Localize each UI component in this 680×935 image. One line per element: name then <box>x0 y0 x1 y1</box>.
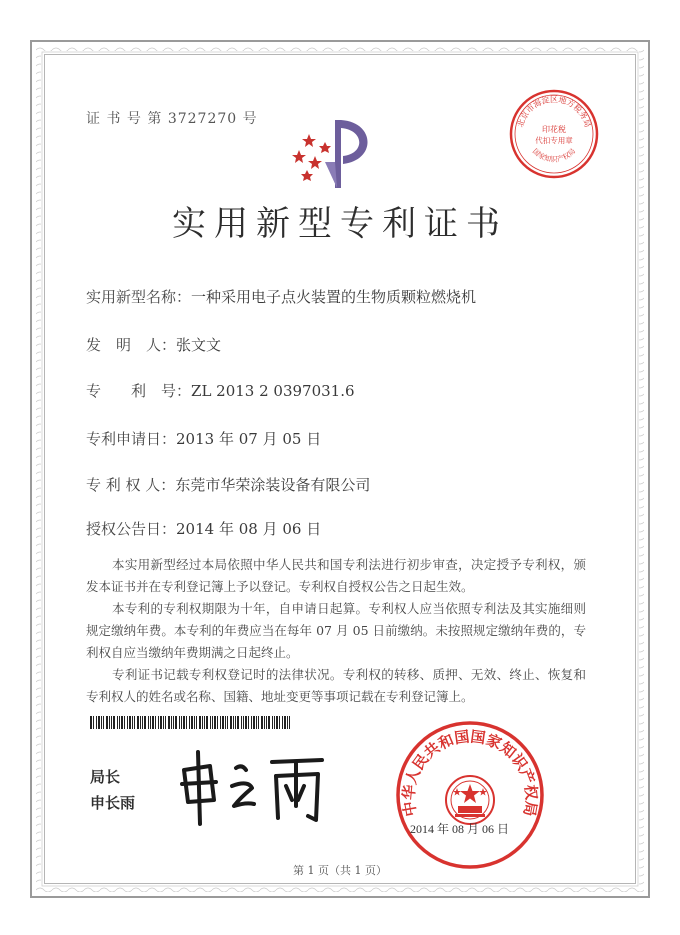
barcode-bar <box>137 716 139 729</box>
field-value: 一种采用电子点火装置的生物质颗粒燃烧机 <box>191 288 477 306</box>
logo-star-icon <box>308 156 322 169</box>
barcode-bar <box>101 716 102 729</box>
certificate-number <box>86 108 258 128</box>
seal-ring-text: 北京市海淀区地方税务局 <box>515 95 593 129</box>
barcode-bar <box>93 716 94 729</box>
national-emblem-icon <box>446 776 494 824</box>
barcode-bar <box>196 716 197 729</box>
barcode-bar <box>248 716 249 729</box>
barcode-bar <box>206 716 208 729</box>
page-footer: 第 1 页（共 1 页） <box>293 864 387 877</box>
body-paragraph-2: 本专利的专利权期限为十年，自申请日起算。专利权人应当依照专利法及其实施细则规定缴纳年费。本专利的年费应当在每年 07 月 05 日前缴纳。未按照规定缴纳年费的，专利权自应当缴纳年费期满之日起终止。 <box>86 601 586 660</box>
field-value: 2013 年 07 月 05 日 <box>176 430 322 448</box>
barcode-bar <box>134 716 135 729</box>
field-value: 2014 年 08 月 06 日 <box>176 520 322 538</box>
field-value: 东莞市华荣涂装设备有限公司 <box>175 476 371 494</box>
patent-office-logo <box>285 112 385 192</box>
barcode-bar <box>264 716 265 729</box>
signature-title: 局长 <box>90 768 121 786</box>
barcode-bar <box>148 716 149 729</box>
barcode-bar <box>251 716 252 729</box>
handwritten-signature <box>170 740 330 830</box>
barcode-bar <box>127 716 128 729</box>
field-value: 张文文 <box>176 336 222 354</box>
barcode-bar <box>284 716 286 729</box>
field-label: 专 利 号： <box>86 382 192 400</box>
field-label: 发 明 人： <box>86 336 177 354</box>
big-seal-ring-text: 中华人民共和国国家知识产权局 <box>399 727 541 818</box>
barcode-bar <box>289 716 290 729</box>
barcode-bar <box>96 716 97 729</box>
certificate-number-value: 3727270 <box>167 111 238 127</box>
svg-text:国家知识产权局 <box>531 147 577 164</box>
barcode-bar <box>287 716 288 729</box>
barcode-bar <box>90 716 92 729</box>
barcode-bar <box>220 716 221 729</box>
seal-date: 2014 年 08 月 06 日 <box>410 822 510 836</box>
barcode-bar <box>233 716 234 729</box>
filing-date-field <box>86 428 321 449</box>
barcode-bar <box>258 716 259 729</box>
barcode-bar <box>274 716 275 729</box>
barcode-bar <box>189 716 190 729</box>
barcode-bar <box>109 716 110 729</box>
barcode-bar <box>230 716 232 729</box>
certificate-number-label: 证 书 号 第 <box>86 111 163 127</box>
barcode-bar <box>140 716 141 729</box>
seal-center-line-2: 代扣专用章 <box>535 136 573 145</box>
barcode-bar <box>282 716 283 729</box>
barcode-bar <box>194 716 195 729</box>
patentee-field <box>86 474 370 495</box>
barcode-bar <box>150 716 151 729</box>
barcode-bar <box>103 716 104 729</box>
utility-model-name-field <box>86 286 476 307</box>
barcode-bar <box>129 716 131 729</box>
barcode-bar <box>158 716 159 729</box>
barcode-bar <box>212 716 213 729</box>
barcode-bar <box>276 716 278 729</box>
logo-star-icon <box>292 150 306 163</box>
inventor-field <box>86 334 221 355</box>
barcode-bar <box>261 716 263 729</box>
barcode-bar <box>121 716 123 729</box>
barcode-bar <box>186 716 187 729</box>
field-label: 专利申请日： <box>86 430 177 448</box>
barcode-bar <box>183 716 185 729</box>
field-label: 专 利 权 人： <box>86 476 176 494</box>
barcode-bar <box>181 716 182 729</box>
logo-star-icon <box>301 170 313 181</box>
barcode-bar <box>225 716 226 729</box>
barcode-bar <box>214 716 216 729</box>
body-paragraph-3: 专利证书记载专利权登记时的法律状况。专利权的转移、质押、无效、终止、恢复和专利权人的姓名或名称、国籍、地址变更等事项记载在专利登记簿上。 <box>86 667 586 704</box>
barcode-bar <box>160 716 162 729</box>
barcode-bar <box>106 716 108 729</box>
barcode-bar <box>132 716 133 729</box>
field-value: ZL 2013 2 0397031.6 <box>191 382 355 400</box>
seal-bottom-text: 国家知识产权局 <box>530 147 578 164</box>
barcode-bar <box>253 716 255 729</box>
barcode-bar <box>124 716 125 729</box>
certificate-number-suffix: 号 <box>242 111 258 127</box>
barcode-bar <box>256 716 257 729</box>
tax-stamp-seal <box>508 88 600 180</box>
barcode-bar <box>119 716 120 729</box>
barcode-bar <box>171 716 172 729</box>
barcode-bar <box>210 716 211 729</box>
barcode-bar <box>191 716 193 729</box>
barcode-bar <box>165 716 166 729</box>
barcode-bar <box>245 716 247 729</box>
field-label: 授权公告日： <box>86 520 177 538</box>
barcode-bar <box>202 716 203 729</box>
national-ip-office-seal <box>395 720 545 870</box>
barcode-bar <box>272 716 273 729</box>
barcode-bar <box>117 716 118 729</box>
logo-star-icon <box>319 142 331 153</box>
barcode-bar <box>237 716 239 729</box>
barcode-bar <box>155 716 156 729</box>
barcode-bar <box>111 716 112 729</box>
barcode-bar <box>168 716 170 729</box>
logo-star-icon <box>302 134 316 147</box>
barcode-bar <box>199 716 201 729</box>
barcode-bar <box>279 716 280 729</box>
barcode-bar <box>268 716 270 729</box>
barcode-bar <box>98 716 100 729</box>
barcode-bar <box>179 716 180 729</box>
barcode-bar <box>113 716 115 729</box>
field-label: 实用新型名称： <box>86 288 192 306</box>
barcode-bar <box>173 716 174 729</box>
patent-number-field <box>86 380 355 401</box>
signature-name: 申长雨 <box>90 794 136 812</box>
barcode-bar <box>227 716 228 729</box>
barcode-bar <box>204 716 205 729</box>
barcode-bar <box>266 716 267 729</box>
barcode-bar <box>144 716 146 729</box>
seal-center-line-1: 印花税 <box>542 125 566 134</box>
grant-date-field <box>86 518 321 539</box>
barcode-bar <box>222 716 224 729</box>
barcode-bar <box>217 716 218 729</box>
barcode <box>90 716 290 729</box>
barcode-bar <box>241 716 242 729</box>
barcode-bar <box>243 716 244 729</box>
barcode-bar <box>152 716 154 729</box>
barcode-bar <box>175 716 177 729</box>
barcode-bar <box>163 716 164 729</box>
certificate-title: 实用新型专利证书 <box>172 204 508 244</box>
barcode-bar <box>142 716 143 729</box>
body-paragraph-1: 本实用新型经过本局依照中华人民共和国专利法进行初步审查，决定授予专利权，颁发本证书并在专利登记簿上予以登记。专利权自授权公告之日起生效。 <box>86 557 586 594</box>
barcode-bar <box>235 716 236 729</box>
